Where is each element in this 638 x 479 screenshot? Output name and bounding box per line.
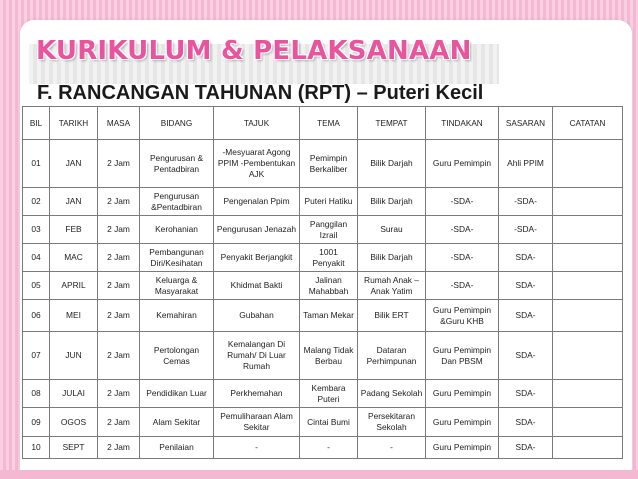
table-cell-tema: - xyxy=(300,437,358,459)
table-cell-masa: 2 Jam xyxy=(98,140,140,188)
table-cell-tempat: Bilik ERT xyxy=(358,300,426,332)
table-cell-catatan xyxy=(553,140,623,188)
table-cell-sasaran: SDA- xyxy=(499,380,553,408)
table-cell-tema: Jalinan Mahabbah xyxy=(300,272,358,300)
table-cell-sasaran: SDA- xyxy=(499,244,553,272)
table-row xyxy=(23,188,623,216)
table-cell-bil: 03 xyxy=(23,216,50,244)
column-header-sasaran: SASARAN xyxy=(499,107,553,140)
table-cell-tajuk: Gubahan xyxy=(214,300,300,332)
table-cell-tempat: Bilik Darjah xyxy=(358,244,426,272)
table-cell-tema: 1001 Penyakit xyxy=(300,244,358,272)
table-cell-tindakan: Guru Pemimpin Dan PBSM xyxy=(426,332,499,380)
table-cell-bidang: Pengurusan & Pentadbiran xyxy=(140,140,214,188)
table-cell-bil: 08 xyxy=(23,380,50,408)
table-row xyxy=(23,244,623,272)
table-cell-bil: 02 xyxy=(23,188,50,216)
table-cell-tema: Panggilan Izrail xyxy=(300,216,358,244)
table-row xyxy=(23,380,623,408)
table-cell-bil: 06 xyxy=(23,300,50,332)
table-body xyxy=(23,140,623,459)
table-cell-catatan xyxy=(553,380,623,408)
table-cell-tempat: Bilik Darjah xyxy=(358,188,426,216)
table-cell-tempat: Rumah Anak – Anak Yatim xyxy=(358,272,426,300)
table-row xyxy=(23,140,623,188)
table-row xyxy=(23,408,623,437)
table-cell-tarikh: JAN xyxy=(50,140,98,188)
slide-subtitle: F. RANCANGAN TAHUNAN (RPT) – Puteri Kecil xyxy=(37,82,484,104)
column-header-tema: TEMA xyxy=(300,107,358,140)
column-header-masa: MASA xyxy=(98,107,140,140)
table-cell-bil: 07 xyxy=(23,332,50,380)
table-cell-bidang: Pembangunan Diri/Kesihatan xyxy=(140,244,214,272)
table-cell-sasaran: Ahli PPIM xyxy=(499,140,553,188)
table-cell-masa: 2 Jam xyxy=(98,332,140,380)
slide-title: KURIKULUM & PELAKSANAAN xyxy=(36,36,472,66)
rpt-table xyxy=(22,106,623,459)
column-header-tempat: TEMPAT xyxy=(358,107,426,140)
table-cell-masa: 2 Jam xyxy=(98,408,140,437)
table-cell-tindakan: Guru Pemimpin xyxy=(426,437,499,459)
table-cell-masa: 2 Jam xyxy=(98,380,140,408)
table-cell-tarikh: JAN xyxy=(50,188,98,216)
table-cell-sasaran: SDA- xyxy=(499,437,553,459)
table-cell-bidang: Penilaian xyxy=(140,437,214,459)
table-cell-tindakan: -SDA- xyxy=(426,272,499,300)
table-row xyxy=(23,300,623,332)
table-cell-tindakan: Guru Pemimpin xyxy=(426,408,499,437)
table-cell-tajuk: Pengenalan Ppim xyxy=(214,188,300,216)
table-cell-bil: 05 xyxy=(23,272,50,300)
table-cell-tempat: Padang Sekolah xyxy=(358,380,426,408)
table-cell-tindakan: -SDA- xyxy=(426,188,499,216)
table-cell-tarikh: JUN xyxy=(50,332,98,380)
column-header-catatan: CATATAN xyxy=(553,107,623,140)
rpt-table-container xyxy=(22,106,622,459)
table-cell-sasaran: SDA- xyxy=(499,332,553,380)
column-header-bidang: BIDANG xyxy=(140,107,214,140)
table-cell-bidang: Pengurusan &Pentadbiran xyxy=(140,188,214,216)
table-row xyxy=(23,332,623,380)
table-cell-tajuk: Penyakit Berjangkit xyxy=(214,244,300,272)
table-cell-bidang: Alam Sekitar xyxy=(140,408,214,437)
table-cell-tema: Kembara Puteri xyxy=(300,380,358,408)
table-cell-masa: 2 Jam xyxy=(98,300,140,332)
table-cell-tajuk: - xyxy=(214,437,300,459)
table-cell-catatan xyxy=(553,244,623,272)
table-cell-sasaran: -SDA- xyxy=(499,188,553,216)
table-cell-masa: 2 Jam xyxy=(98,188,140,216)
table-cell-tarikh: MEI xyxy=(50,300,98,332)
table-cell-masa: 2 Jam xyxy=(98,216,140,244)
table-cell-tema: Puteri Hatiku xyxy=(300,188,358,216)
table-cell-sasaran: SDA- xyxy=(499,408,553,437)
table-cell-sasaran: SDA- xyxy=(499,272,553,300)
table-cell-tempat: Bilik Darjah xyxy=(358,140,426,188)
bottom-strip xyxy=(0,470,638,479)
table-cell-tarikh: MAC xyxy=(50,244,98,272)
table-cell-tindakan: -SDA- xyxy=(426,244,499,272)
table-cell-masa: 2 Jam xyxy=(98,244,140,272)
table-cell-catatan xyxy=(553,272,623,300)
table-cell-sasaran: SDA- xyxy=(499,300,553,332)
table-row xyxy=(23,216,623,244)
table-cell-tarikh: FEB xyxy=(50,216,98,244)
column-header-tindakan: TINDAKAN xyxy=(426,107,499,140)
table-cell-tindakan: -SDA- xyxy=(426,216,499,244)
table-cell-bidang: Pertolongan Cemas xyxy=(140,332,214,380)
table-cell-tajuk: Perkhemahan xyxy=(214,380,300,408)
table-cell-catatan xyxy=(553,437,623,459)
table-cell-tempat: Surau xyxy=(358,216,426,244)
table-cell-tindakan: Guru Pemimpin xyxy=(426,380,499,408)
table-cell-tarikh: OGOS xyxy=(50,408,98,437)
table-cell-tajuk: Pengurusan Jenazah xyxy=(214,216,300,244)
table-cell-catatan xyxy=(553,216,623,244)
table-cell-tarikh: JULAI xyxy=(50,380,98,408)
table-row xyxy=(23,437,623,459)
table-cell-bil: 04 xyxy=(23,244,50,272)
table-cell-bidang: Kemahiran xyxy=(140,300,214,332)
table-cell-tema: Cintai Bumi xyxy=(300,408,358,437)
column-header-tarikh: TARIKH xyxy=(50,107,98,140)
table-cell-masa: 2 Jam xyxy=(98,272,140,300)
table-cell-tajuk: Khidmat Bakti xyxy=(214,272,300,300)
table-row xyxy=(23,272,623,300)
table-cell-tarikh: SEPT xyxy=(50,437,98,459)
table-cell-tempat: Persekitaran Sekolah xyxy=(358,408,426,437)
table-cell-bidang: Keluarga & Masyarakat xyxy=(140,272,214,300)
table-header-row xyxy=(23,107,623,140)
table-cell-tempat: Dataran Perhimpunan xyxy=(358,332,426,380)
table-cell-tajuk: Pemuliharaan Alam Sekitar xyxy=(214,408,300,437)
table-cell-tarikh: APRIL xyxy=(50,272,98,300)
table-cell-tempat: - xyxy=(358,437,426,459)
table-cell-catatan xyxy=(553,408,623,437)
table-cell-catatan xyxy=(553,332,623,380)
table-cell-catatan xyxy=(553,188,623,216)
table-cell-bidang: Kerohanian xyxy=(140,216,214,244)
table-cell-catatan xyxy=(553,300,623,332)
table-cell-bil: 10 xyxy=(23,437,50,459)
table-cell-bil: 09 xyxy=(23,408,50,437)
table-cell-tajuk: -Mesyuarat Agong PPIM -Pembentukan AJK xyxy=(214,140,300,188)
table-cell-tema: Malang Tidak Berbau xyxy=(300,332,358,380)
table-cell-bil: 01 xyxy=(23,140,50,188)
table-cell-tindakan: Guru Pemimpin &Guru KHB xyxy=(426,300,499,332)
table-cell-sasaran: -SDA- xyxy=(499,216,553,244)
table-cell-bidang: Pendidikan Luar xyxy=(140,380,214,408)
column-header-bil: BIL xyxy=(23,107,50,140)
table-cell-masa: 2 Jam xyxy=(98,437,140,459)
table-cell-tindakan: Guru Pemimpin xyxy=(426,140,499,188)
table-cell-tema: Taman Mekar xyxy=(300,300,358,332)
table-cell-tema: Pemimpin Berkaliber xyxy=(300,140,358,188)
table-cell-tajuk: Kemalangan Di Rumah/ Di Luar Rumah xyxy=(214,332,300,380)
column-header-tajuk: TAJUK xyxy=(214,107,300,140)
